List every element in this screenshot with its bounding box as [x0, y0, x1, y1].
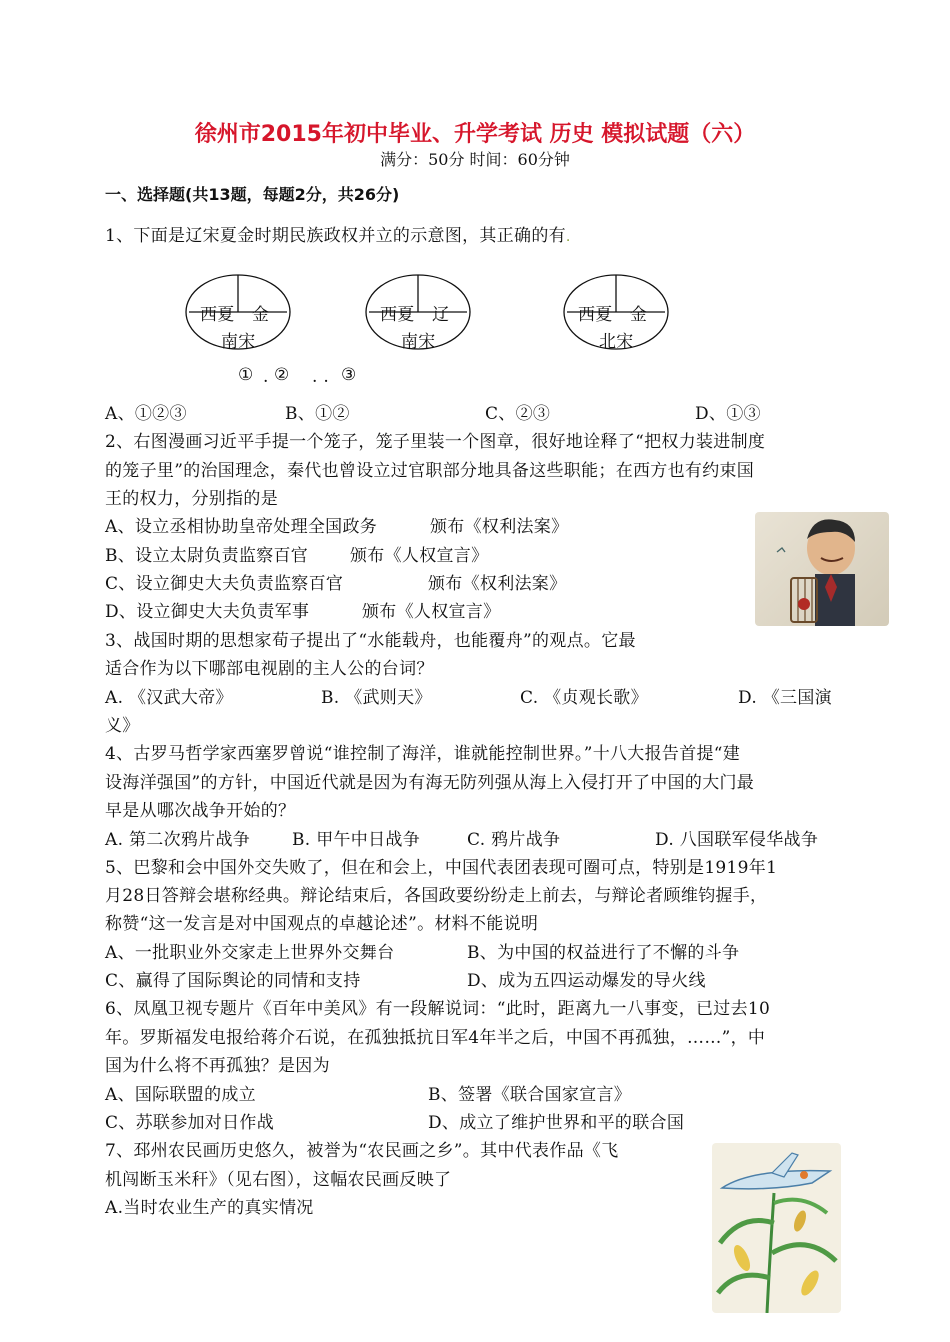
- q2-option-c: C、设立御史大夫负责监察百官: [105, 574, 344, 594]
- q5-option-a: A、一批职业外交家走上世界外交舞台: [105, 943, 395, 963]
- diagram-2-top-right: 辽: [432, 305, 450, 325]
- question-2-line-2: 的笼子里”的治国理念，秦代也曾设立过官职部分地具备这些职能；在西方也有约束国: [105, 461, 755, 481]
- question-6-line-2: 年。罗斯福发电报给蒋介石说，在孤独抵抗日军4年半之后，中国不再孤独，……”，中: [105, 1028, 766, 1048]
- diagram-1-top-right: 金: [252, 305, 270, 325]
- separator-dot: .: [263, 367, 269, 387]
- diagram-2-top-left: 西夏: [380, 305, 415, 325]
- q1-option-b: B、①②: [285, 404, 350, 424]
- question-7-line-1: 7、邳州农民画历史悠久，被誉为“农民画之乡”。其中代表作品《飞: [105, 1141, 619, 1161]
- diagram-label-1: ①: [238, 365, 254, 385]
- question-1-stem: 1、下面是辽宋夏金时期民族政权并立的示意图，其正确的有.: [105, 226, 571, 246]
- diagram-label-3: ③: [341, 365, 357, 385]
- q5-option-c: C、赢得了国际舆论的同情和支持: [105, 971, 361, 991]
- question-2-line-1: 2、右图漫画习近平手提一个笼子，笼子里装一个图章，很好地诠释了“把权力装进制度: [105, 432, 766, 452]
- question-4-line-2: 设海洋强国”的方针，中国近代就是因为有海无防列强从海上入侵打开了中国的大门最: [105, 773, 755, 793]
- question-5-line-2: 月28日答辩会堪称经典。辩论结束后，各国政要纷纷走上前去，与辩论者顾维钧握手，: [105, 886, 768, 906]
- q6-option-d: D、成立了维护世界和平的联合国: [428, 1113, 685, 1133]
- separator-dots: . .: [312, 367, 330, 387]
- q5-option-d: D、成为五四运动爆发的导火线: [467, 971, 706, 991]
- question-4-line-3: 早是从哪次战争开始的？: [105, 801, 296, 821]
- question-5-line-3: 称赞“这一发言是对中国观点的卓越论述”。材料不能说明: [105, 914, 539, 934]
- q2-option-b: B、设立太尉负责监察百官: [105, 546, 309, 566]
- question-6-line-1: 6、凤凰卫视专题片《百年中美风》有一段解说词：“此时，距离九一八事变，已过去10: [105, 999, 771, 1019]
- peasant-painting-image: [712, 1143, 841, 1313]
- question-4-line-1: 4、古罗马哲学家西塞罗曾说“谁控制了海洋，谁就能控制世界。”十八大报告首提“建: [105, 744, 741, 764]
- q1-option-a: A、①②③: [105, 404, 187, 424]
- question-7-line-2: 机闯断玉米秆》（见右图），这幅农民画反映了: [105, 1170, 452, 1190]
- diagram-2-bottom: 南宋: [401, 332, 436, 352]
- question-2-line-3: 王的权力，分别指的是: [105, 489, 278, 509]
- q3-option-c: C. 《贞观长歌》: [520, 688, 648, 708]
- q2-option-a: A、设立丞相协助皇帝处理全国政务: [105, 517, 378, 537]
- diagram-1-top-left: 西夏: [200, 305, 235, 325]
- q6-option-a: A、国际联盟的成立: [105, 1085, 256, 1105]
- q3-option-d-continued: 义》: [105, 716, 140, 736]
- q1-option-c: C、②③: [485, 404, 551, 424]
- q2-option-c-2: 颁布《权利法案》: [428, 574, 567, 594]
- q6-option-b: B、签署《联合国家宣言》: [428, 1085, 632, 1105]
- diagram-3-top-left: 西夏: [578, 305, 613, 325]
- diagram-3-bottom: 北宋: [599, 332, 634, 352]
- question-6-line-3: 国为什么将不再孤独？是因为: [105, 1056, 330, 1076]
- exam-meta: 满分：50分 时间：60分钟: [380, 150, 570, 169]
- q4-option-d: D. 八国联军侵华战争: [655, 830, 819, 850]
- q4-option-a: A. 第二次鸦片战争: [105, 830, 251, 850]
- page-title: 徐州市2015年初中毕业、升学考试 历史 模拟试题（六）: [194, 122, 756, 147]
- section-heading: 一、选择题(共13题，每题2分，共26分): [105, 185, 400, 204]
- q5-option-b: B、为中国的权益进行了不懈的斗争: [467, 943, 740, 963]
- q2-option-d-2: 颁布《人权宣言》: [362, 602, 501, 622]
- diagram-1-bottom: 南宋: [221, 332, 256, 352]
- q3-option-d: D. 《三国演: [738, 688, 832, 708]
- q2-option-a-2: 颁布《权利法案》: [430, 517, 569, 537]
- q2-option-d: D、设立御史大夫负责军事: [105, 602, 310, 622]
- q3-option-b: B. 《武则天》: [321, 688, 432, 708]
- q7-option-a: A.当时农业生产的真实情况: [105, 1198, 314, 1218]
- cartoon-image: [755, 512, 889, 626]
- q2-option-b-2: 颁布《人权宣言》: [350, 546, 489, 566]
- question-3-line-2: 适合作为以下哪部电视剧的主人公的台词？: [105, 659, 434, 679]
- q4-option-c: C. 鸦片战争: [467, 830, 561, 850]
- q6-option-c: C、苏联参加对日作战: [105, 1113, 275, 1133]
- question-5-line-1: 5、巴黎和会中国外交失败了，但在和会上，中国代表团表现可圈可点，特别是1919年1: [105, 858, 778, 878]
- q1-option-d: D、①③: [695, 404, 761, 424]
- q4-option-b: B. 甲午中日战争: [292, 830, 420, 850]
- diagram-label-2: ②: [274, 365, 290, 385]
- question-3-line-1: 3、战国时期的思想家荀子提出了“水能载舟，也能覆舟”的观点。它最: [105, 631, 636, 651]
- diagram-3-top-right: 金: [630, 305, 648, 325]
- q3-option-a: A. 《汉武大帝》: [105, 688, 233, 708]
